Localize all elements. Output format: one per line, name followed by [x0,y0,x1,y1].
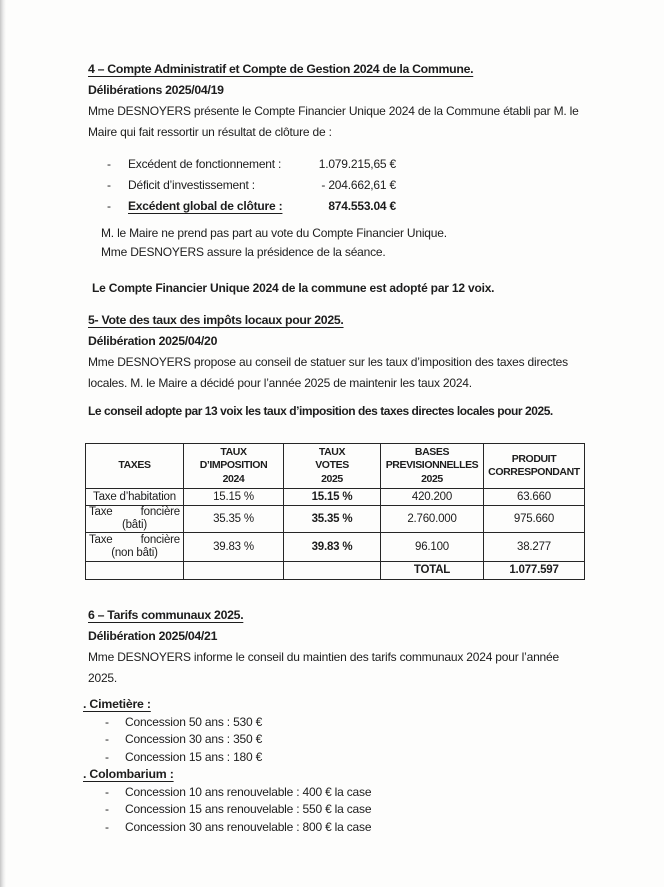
section-5-heading: 5- Vote des taux des impôts locaux pour 2025. [88,313,344,327]
bullet-dash: - [107,178,111,192]
cell-empty [284,562,381,580]
section-5-paragraph-line-1: Mme DESNOYERS propose au conseil de statuer sur les taux d’imposition des taxes directes [88,355,568,369]
cell-tax-name [86,506,184,533]
session-notes [101,224,588,262]
closure-results-list [88,154,588,217]
columbarium-title: . Colombarium : [83,767,174,781]
bullet-dash: - [105,819,109,834]
header-line: D’IMPOSITION [199,459,268,472]
bullet-dash: - [107,157,111,171]
scan-edge-shadow [0,0,6,887]
cell-tax-name: Taxe d’habitation [86,489,184,506]
section-6-heading: 6 – Tarifs communaux 2025. [88,608,244,622]
cell-taux-2025: 15.15 % [284,489,381,506]
price-list-item [88,731,588,749]
result-row-fonctionnement [88,154,588,175]
bullet-dash: - [105,802,109,816]
header-line: PRODUIT [511,452,557,465]
tax-rates-table [85,443,585,580]
section-5-adoption-statement: Le conseil adopte par 13 voix les taux d’imposition des taxes directes locales pour 2025. [88,404,553,418]
note-line-1: M. le Maire ne prend pas part au vote du Compte Financier Unique. [101,226,447,240]
result-label: Excédent global de clôture : [128,199,283,213]
header-cell-taux-2025 [284,444,381,489]
price-list-item [88,749,588,767]
total-label: TOTAL [381,562,484,580]
result-label: Excédent de fonctionnement : [128,157,282,171]
header-line: PREVISIONNELLES [385,459,479,472]
result-row-investissement [88,175,588,196]
bullet-dash: - [105,749,109,764]
result-amount: - 204.662,61 € [321,178,396,192]
cemetery-title: . Cimetière : [83,697,151,711]
table-row-fonciere-non-bati [86,533,585,562]
cell-taux-2024: 15.15 % [184,489,284,506]
tax-name-subline: (bâti) [121,519,147,531]
table-row-total [86,562,585,580]
cell-taux-2024: 39.83 % [184,533,284,562]
bullet-dash: - [105,784,109,799]
cell-tax-name [86,533,184,562]
cemetery-price-list [88,714,588,767]
header-cell-taxes [86,444,184,489]
document-content [83,59,588,836]
result-row-global [88,196,588,217]
result-amount: 874.553.04 € [328,199,396,213]
table-header-row [86,444,585,489]
bullet-dash: - [105,714,109,729]
cell-produit: 38.277 [484,533,585,562]
cell-bases: 420.200 [381,489,484,506]
cell-taux-2024: 35.35 % [184,506,284,533]
note-line-2: Mme DESNOYERS assure la présidence de la séance. [101,245,386,259]
section-6-paragraph-line-1: Mme DESNOYERS informe le conseil du maintien des tarifs communaux 2024 pour l’année [88,650,559,664]
bullet-dash: - [105,732,109,746]
tax-name-line: Taxe foncière [89,534,180,546]
cell-produit: 63.660 [484,489,585,506]
section-4-paragraph-line-1: Mme DESNOYERS présente le Compte Financier Unique 2024 de la Commune établi par M. le [88,104,579,118]
cell-bases: 96.100 [381,533,484,562]
cell-empty [184,562,284,580]
header-cell-bases [381,444,484,489]
price-item-text: Concession 50 ans : 530 € [125,714,263,729]
header-line: VOTES [315,459,349,472]
header-line: TAUX [318,445,346,458]
table-row-fonciere-bati [86,506,585,533]
price-list-item [88,784,588,802]
price-list-item [88,714,588,732]
section-6-paragraph-line-2: 2025. [88,671,118,685]
section-4-paragraph-line-2: Maire qui fait ressortir un résultat de clôture de : [88,125,332,139]
price-item-text: Concession 30 ans : 350 € [125,732,263,746]
header-line: CORRESPONDANT [488,466,580,478]
price-item-text: Concession 10 ans renouvelable : 400 € la case [125,784,372,799]
result-label: Déficit d’investissement : [128,178,255,192]
table-row-habitation [86,489,585,506]
price-item-text: Concession 15 ans renouvelable : 550 € la case [125,802,372,816]
header-line: TAXES [118,459,151,472]
total-value: 1.077.597 [484,562,585,580]
header-cell-produit [484,444,585,489]
section-4-heading: 4 – Compte Administratif et Compte de Gestion 2024 de la Commune. [88,62,474,76]
section-5-paragraph-line-2: locales. M. le Maire a décidé pour l’année 2025 de maintenir les taux 2024. [88,376,472,390]
price-item-text: Concession 30 ans renouvelable : 800 € la case [125,819,372,834]
header-cell-taux-2024 [184,444,284,489]
cell-taux-2025: 35.35 % [284,506,381,533]
header-line: TAUX [220,445,247,458]
price-item-text: Concession 15 ans : 180 € [125,749,263,764]
bullet-dash: - [107,199,111,213]
cell-produit: 975.660 [484,506,585,533]
section-6-deliberation: Délibération 2025/04/21 [88,629,218,643]
section-4-adoption-statement: Le Compte Financier Unique 2024 de la commune est adopté par 12 voix. [92,281,495,295]
section-5-deliberation: Délibération 2025/04/20 [88,334,218,348]
header-line: 2025 [321,472,343,485]
price-list-item [88,801,588,819]
cell-bases: 2.760.000 [381,506,484,533]
header-line: BASES [414,445,450,458]
tax-name-subline: (non bâti) [111,547,158,559]
tax-name-line: Taxe foncière [89,506,180,518]
header-line: 2024 [222,472,245,485]
header-line: 2025 [421,472,443,485]
cell-empty [86,562,184,580]
price-list-item [88,819,588,837]
result-amount: 1.079.215,65 € [318,157,396,171]
columbarium-price-list [88,784,588,837]
cell-taux-2025: 39.83 % [284,533,381,562]
section-4-deliberation: Délibérations 2025/04/19 [88,83,224,97]
